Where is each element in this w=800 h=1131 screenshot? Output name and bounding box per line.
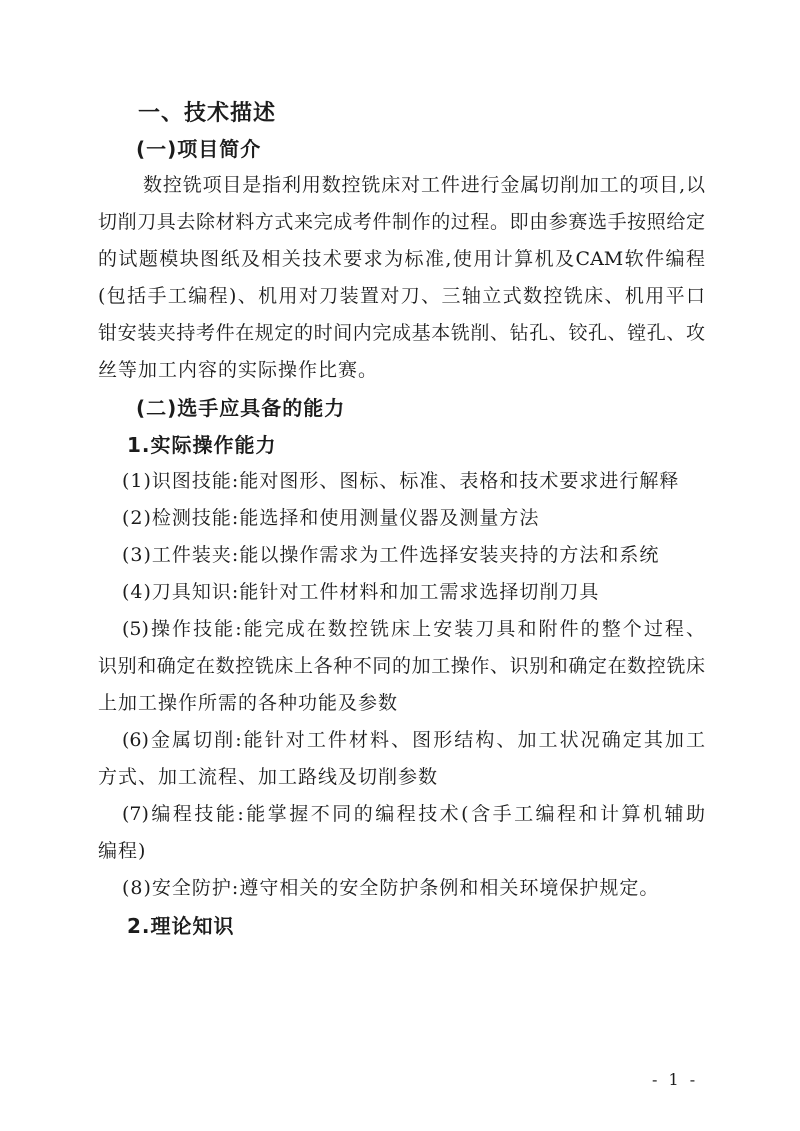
list-item-line: (2)检测技能:能选择和使用测量仪器及测量方法 <box>122 507 540 529</box>
paragraph-line: 上加工操作所需的各种功能及参数 <box>98 692 399 714</box>
paragraph-line: 编程) <box>98 840 147 862</box>
list-item-line: (6)金属切削:能针对工件材料、图形结构、加工状况确定其加工 <box>122 729 705 751</box>
subsection-heading: 2.理论知识 <box>127 914 235 938</box>
list-item-line: (7)编程技能:能掌握不同的编程技术(含手工编程和计算机辅助 <box>122 803 705 825</box>
subsection-heading: 1.实际操作能力 <box>127 433 277 457</box>
paragraph-line: 钳安装夹持考件在规定的时间内完成基本铣削、钻孔、铰孔、镗孔、攻 <box>98 322 705 344</box>
list-item-line: (1)识图技能:能对图形、图标、标准、表格和技术要求进行解释 <box>122 470 680 492</box>
page-number: - 1 - <box>652 1070 699 1089</box>
list-item-line: (3)工件装夹:能以操作需求为工件选择安装夹持的方法和系统 <box>122 544 660 566</box>
paragraph-line: 的试题模块图纸及相关技术要求为标准,使用计算机及CAM软件编程 <box>98 248 705 270</box>
paragraph-line: 丝等加工内容的实际操作比赛。 <box>98 359 379 381</box>
doc-title: 一、技术描述 <box>138 101 277 126</box>
paragraph-line: (包括手工编程)、机用对刀装置对刀、三轴立式数控铣床、机用平口 <box>98 285 705 307</box>
list-item-line: (5)操作技能:能完成在数控铣床上安装刀具和附件的整个过程、 <box>122 618 705 640</box>
section-heading: (二)选手应具备的能力 <box>136 396 346 420</box>
paragraph-line: 方式、加工流程、加工路线及切削参数 <box>98 766 439 788</box>
paragraph-line: 数控铣项目是指利用数控铣床对工件进行金属切削加工的项目,以 <box>143 174 705 196</box>
list-item-line: (4)刀具知识:能针对工件材料和加工需求选择切削刀具 <box>122 581 600 603</box>
paragraph-line: 切削刀具去除材料方式来完成考件制作的过程。即由参赛选手按照给定 <box>98 211 705 233</box>
list-item-line: (8)安全防护:遵守相关的安全防护条例和相关环境保护规定。 <box>122 877 660 899</box>
paragraph-line: 识别和确定在数控铣床上各种不同的加工操作、识别和确定在数控铣床 <box>98 655 705 677</box>
section-heading: (一)项目简介 <box>136 137 262 161</box>
